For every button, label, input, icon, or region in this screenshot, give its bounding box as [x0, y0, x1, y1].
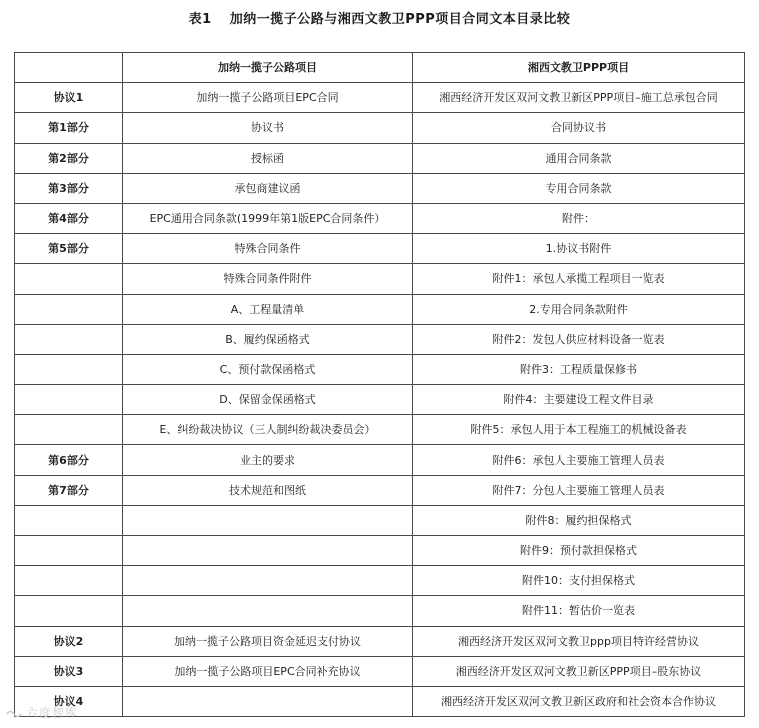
xiangxi-cell: 专用合同条款	[413, 173, 745, 203]
header-cell-ghana: 加纳一揽子公路项目	[123, 53, 413, 83]
table-row	[15, 385, 745, 415]
ghana-cell: 特殊合同条件附件	[123, 264, 413, 294]
xiangxi-cell: 湘西经济开发区双河文教卫新区政府和社会资本合作协议	[413, 686, 745, 716]
table-row	[15, 354, 745, 384]
row-label-cell	[15, 294, 123, 324]
table-row	[15, 656, 745, 686]
ghana-cell: E、纠纷裁决协议（三人制纠纷裁决委员会）	[123, 415, 413, 445]
table-row	[15, 264, 745, 294]
header-cell-label	[15, 53, 123, 83]
row-label-cell: 第6部分	[15, 445, 123, 475]
xiangxi-cell: 湘西经济开发区双河文教卫新区PPP项目–股东协议	[413, 656, 745, 686]
ghana-cell: 协议书	[123, 113, 413, 143]
xiangxi-cell: 湘西经济开发区双河文教卫ppp项目特许经营协议	[413, 626, 745, 656]
row-label-cell: 第7部分	[15, 475, 123, 505]
table-row	[15, 324, 745, 354]
table-row	[15, 203, 745, 233]
row-label-cell: 第1部分	[15, 113, 123, 143]
xiangxi-cell: 附件4：主要建设工程文件目录	[413, 385, 745, 415]
xiangxi-cell: 附件3：工程质量保修书	[413, 354, 745, 384]
watermark-text: 六度智库	[26, 706, 79, 720]
ghana-cell: EPC通用合同条款(1999年第1版EPC合同条件）	[123, 203, 413, 233]
ghana-cell: 加纳一揽子公路项目资金延迟支付协议	[123, 626, 413, 656]
row-label-cell: 协议3	[15, 656, 123, 686]
xiangxi-cell: 附件11：暂估价一览表	[413, 596, 745, 626]
logo-icon	[6, 708, 22, 720]
row-label-cell	[15, 385, 123, 415]
table-row	[15, 536, 745, 566]
table-header	[15, 53, 745, 83]
table-row	[15, 83, 745, 113]
row-label-cell: 第2部分	[15, 143, 123, 173]
row-label-cell	[15, 596, 123, 626]
xiangxi-cell: 附件9：预付款担保格式	[413, 536, 745, 566]
xiangxi-cell: 附件7：分包人主要施工管理人员表	[413, 475, 745, 505]
table-body	[15, 83, 745, 717]
watermark	[6, 704, 78, 721]
table-row	[15, 505, 745, 535]
row-label-cell: 第5部分	[15, 234, 123, 264]
xiangxi-cell: 合同协议书	[413, 113, 745, 143]
table-row	[15, 234, 745, 264]
row-label-cell: 第4部分	[15, 203, 123, 233]
row-label-cell	[15, 566, 123, 596]
table-row	[15, 173, 745, 203]
ghana-cell: 技术规范和图纸	[123, 475, 413, 505]
row-label-cell: 协议2	[15, 626, 123, 656]
table-row	[15, 445, 745, 475]
table-row	[15, 113, 745, 143]
table-title: 加纳一揽子公路与湘西文教卫PPP项目合同文本目录比较	[229, 12, 571, 27]
ghana-cell	[123, 686, 413, 716]
row-label-cell	[15, 536, 123, 566]
ghana-cell: B、履约保函格式	[123, 324, 413, 354]
table-row	[15, 475, 745, 505]
ghana-cell: 特殊合同条件	[123, 234, 413, 264]
ghana-cell: D、保留金保函格式	[123, 385, 413, 415]
header-cell-xiangxi: 湘西文教卫PPP项目	[413, 53, 745, 83]
xiangxi-cell: 附件6：承包人主要施工管理人员表	[413, 445, 745, 475]
ghana-cell: A、工程量清单	[123, 294, 413, 324]
row-label-cell	[15, 505, 123, 535]
xiangxi-cell: 附件：	[413, 203, 745, 233]
xiangxi-cell: 通用合同条款	[413, 143, 745, 173]
table-row	[15, 415, 745, 445]
row-label-cell	[15, 324, 123, 354]
header-row	[15, 53, 745, 83]
table-row	[15, 143, 745, 173]
row-label-cell: 第3部分	[15, 173, 123, 203]
ghana-cell: 业主的要求	[123, 445, 413, 475]
xiangxi-cell: 2.专用合同条款附件	[413, 294, 745, 324]
table-row	[15, 596, 745, 626]
xiangxi-cell: 湘西经济开发区双河文教卫新区PPP项目–施工总承包合同	[413, 83, 745, 113]
ghana-cell	[123, 596, 413, 626]
row-label-cell	[15, 415, 123, 445]
xiangxi-cell: 附件8：履约担保格式	[413, 505, 745, 535]
table-row	[15, 566, 745, 596]
xiangxi-cell: 附件10：支付担保格式	[413, 566, 745, 596]
xiangxi-cell: 1.协议书附件	[413, 234, 745, 264]
table-caption	[0, 8, 759, 27]
table-row	[15, 294, 745, 324]
row-label-cell: 协议1	[15, 83, 123, 113]
row-label-cell	[15, 354, 123, 384]
ghana-cell: 授标函	[123, 143, 413, 173]
ghana-cell	[123, 505, 413, 535]
xiangxi-cell: 附件2：发包人供应材料设备一览表	[413, 324, 745, 354]
ghana-cell	[123, 536, 413, 566]
ghana-cell	[123, 566, 413, 596]
xiangxi-cell: 附件1：承包人承揽工程项目一览表	[413, 264, 745, 294]
xiangxi-cell: 附件5：承包人用于本工程施工的机械设备表	[413, 415, 745, 445]
table-number: 表1	[188, 12, 212, 27]
comparison-table	[14, 52, 745, 717]
row-label-cell	[15, 264, 123, 294]
table-row	[15, 686, 745, 716]
table-row	[15, 626, 745, 656]
ghana-cell: 加纳一揽子公路项目EPC合同补充协议	[123, 656, 413, 686]
ghana-cell: 加纳一揽子公路项目EPC合同	[123, 83, 413, 113]
row-label-cell: 协议4	[15, 686, 123, 716]
ghana-cell: C、预付款保函格式	[123, 354, 413, 384]
ghana-cell: 承包商建议函	[123, 173, 413, 203]
